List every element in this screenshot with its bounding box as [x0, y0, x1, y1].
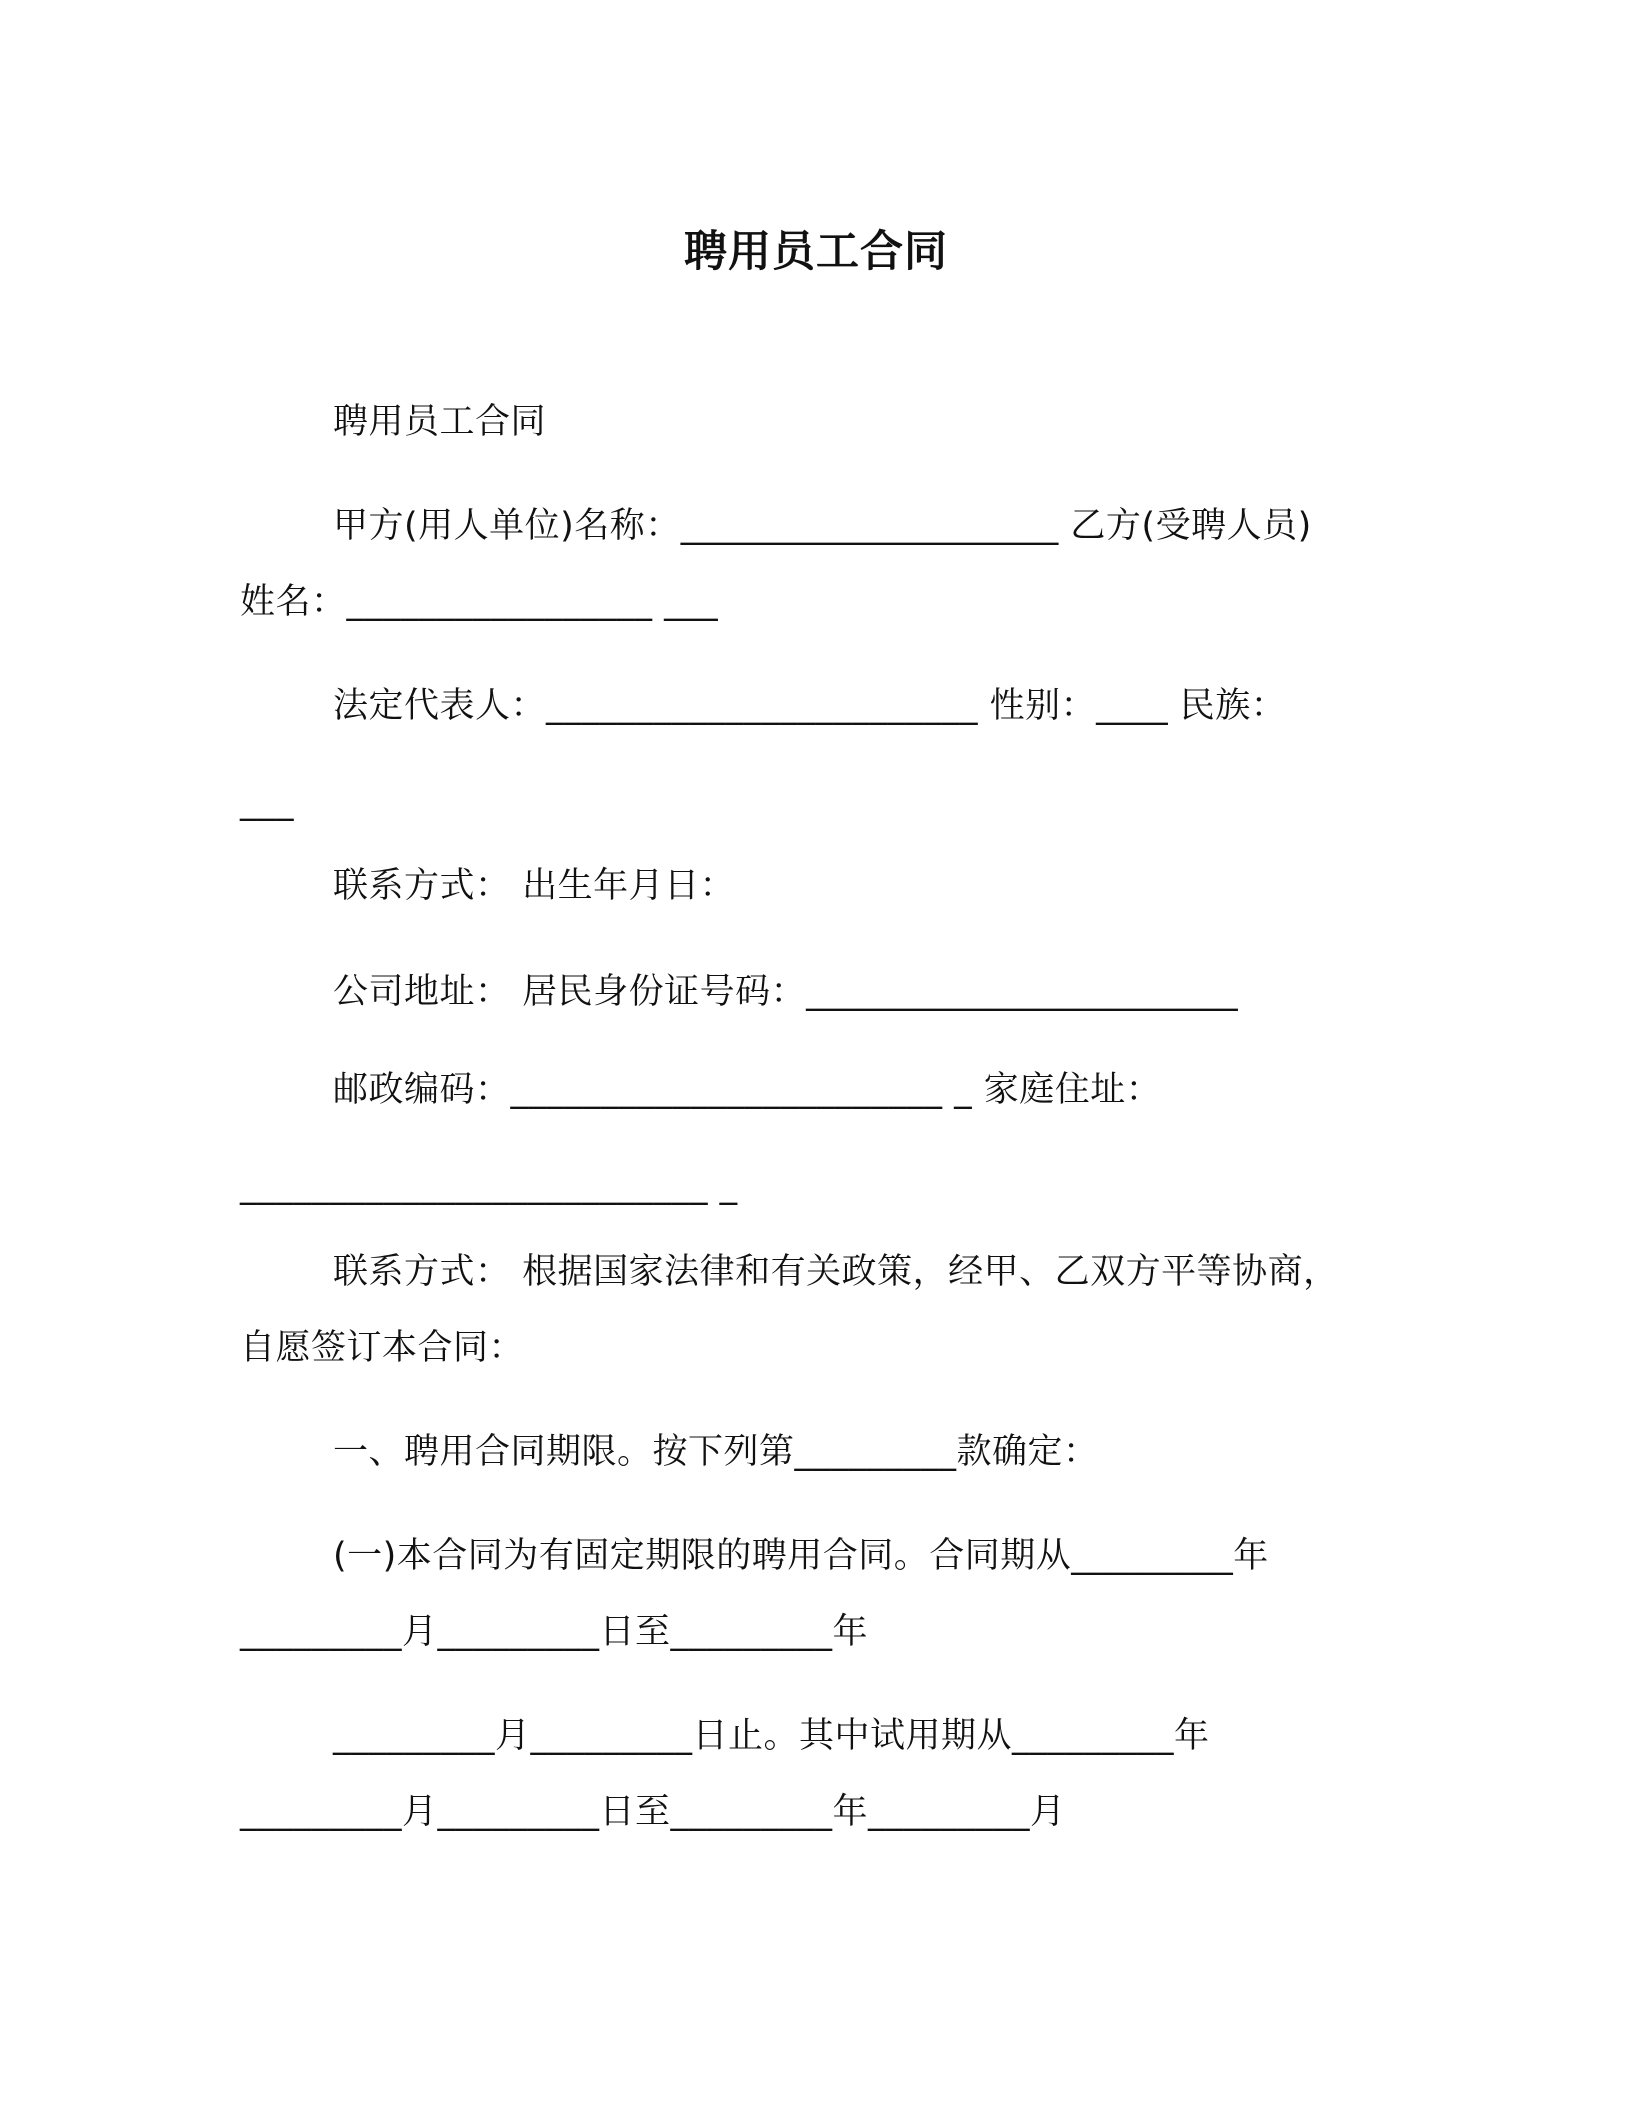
- body-line-agreement-cont: 自愿签订本合同：: [240, 1328, 525, 1368]
- body-line-section-1: 一、聘用合同期限。按下列第_________款确定：: [333, 1432, 1099, 1472]
- body-line-address-id: 公司地址： 居民身份证号码：________________________: [333, 972, 1239, 1012]
- body-line-postcode-home: 邮政编码：________________________ _ 家庭住址：: [333, 1070, 1162, 1110]
- body-line-agreement: 联系方式： 根据国家法律和有关政策，经甲、乙双方平等协商，: [333, 1252, 1339, 1292]
- document-title: 聘用员工合同: [684, 227, 948, 277]
- body-line-ethnicity-blank: ___: [240, 782, 294, 822]
- body-line-legal-rep: 法定代表人：________________________ 性别：____ 民族：: [333, 686, 1287, 726]
- body-line-heading: 聘用员工合同: [333, 402, 547, 442]
- body-line-party-b-name: 姓名：_________________ ___: [240, 582, 719, 622]
- body-line-term-dates: _________月_________日至_________年: [240, 1612, 869, 1652]
- body-line-probation-dates: _________月_________日至_________年_________月: [240, 1792, 1066, 1832]
- body-line-home-blank: __________________________ _: [240, 1166, 738, 1206]
- body-line-party-a-name: 甲方(用人单位)名称：_____________________ 乙方(受聘人员): [333, 506, 1312, 546]
- body-line-contact-birth: 联系方式： 出生年月日：: [333, 866, 736, 906]
- body-line-probation: _________月_________日止。其中试用期从_________年: [333, 1716, 1210, 1756]
- body-line-term-fixed: (一)本合同为有固定期限的聘用合同。合同期从_________年: [333, 1536, 1269, 1576]
